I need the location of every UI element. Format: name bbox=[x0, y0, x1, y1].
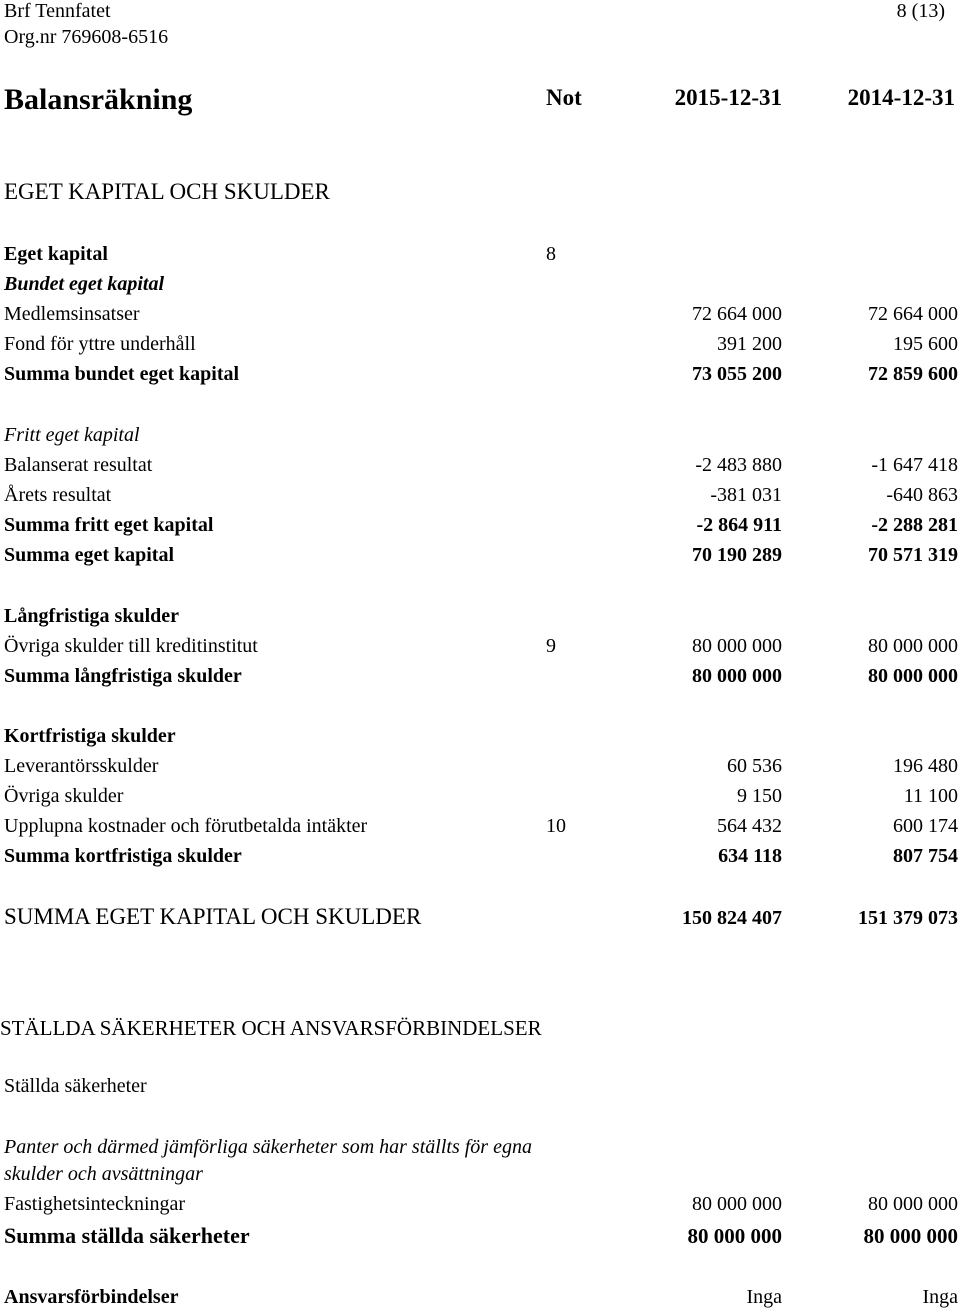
row-note: 8 bbox=[546, 243, 556, 265]
grand-total-label: SUMMA EGET KAPITAL OCH SKULDER bbox=[4, 904, 422, 929]
row-current-value: 9 150 bbox=[737, 785, 782, 807]
row-current-value: 634 118 bbox=[718, 845, 782, 867]
pledge-row-current: 80 000 000 bbox=[692, 1193, 782, 1215]
row-current-value: -381 031 bbox=[710, 484, 782, 506]
contingent-previous: Inga bbox=[922, 1286, 958, 1308]
grand-total-previous: 151 379 073 bbox=[858, 907, 958, 929]
row-previous-value: 807 754 bbox=[893, 845, 958, 867]
section-heading: EGET KAPITAL OCH SKULDER bbox=[4, 179, 330, 204]
row-label: Årets resultat bbox=[4, 484, 112, 506]
row-label: Fond för yttre underhåll bbox=[4, 333, 196, 355]
row-current-value: -2 864 911 bbox=[696, 514, 782, 536]
row-previous-value: -1 647 418 bbox=[871, 454, 958, 476]
pledge-sum-previous: 80 000 000 bbox=[863, 1224, 958, 1248]
row-label: Balanserat resultat bbox=[4, 454, 153, 476]
contingent-label: Ansvarsförbindelser bbox=[4, 1286, 179, 1308]
row-current-value: -2 483 880 bbox=[695, 454, 782, 476]
row-label: Kortfristiga skulder bbox=[4, 725, 176, 747]
contingent-current: Inga bbox=[746, 1286, 782, 1308]
pledge-sum-label: Summa ställda säkerheter bbox=[4, 1223, 250, 1248]
row-current-value: 73 055 200 bbox=[692, 363, 782, 385]
row-previous-value: 11 100 bbox=[903, 785, 958, 807]
pledge-row-previous: 80 000 000 bbox=[868, 1193, 958, 1215]
page-number: 8 (13) bbox=[896, 0, 945, 22]
row-label: Summa bundet eget kapital bbox=[4, 363, 240, 385]
row-previous-value: 196 480 bbox=[893, 755, 958, 777]
row-note: 9 bbox=[546, 635, 556, 657]
column-note: Not bbox=[546, 85, 582, 110]
pledges-subheading-line2: skulder och avsättningar bbox=[4, 1163, 203, 1185]
column-current-year: 2015-12-31 bbox=[674, 85, 782, 110]
row-label: Summa långfristiga skulder bbox=[4, 665, 242, 687]
row-current-value: 70 190 289 bbox=[692, 544, 782, 566]
row-label: Övriga skulder till kreditinstitut bbox=[4, 635, 258, 657]
pledges-section-heading: STÄLLDA SÄKERHETER OCH ANSVARSFÖRBINDELSER bbox=[0, 1016, 542, 1040]
row-label: Eget kapital bbox=[4, 243, 108, 265]
row-current-value: 391 200 bbox=[717, 333, 782, 355]
column-previous-year: 2014-12-31 bbox=[847, 85, 955, 110]
row-label: Summa eget kapital bbox=[4, 544, 174, 566]
row-previous-value: -2 288 281 bbox=[871, 514, 958, 536]
row-label: Övriga skulder bbox=[4, 785, 124, 807]
row-previous-value: -640 863 bbox=[886, 484, 958, 506]
row-current-value: 80 000 000 bbox=[692, 635, 782, 657]
row-previous-value: 80 000 000 bbox=[868, 665, 958, 687]
page-title: Balansräkning bbox=[4, 83, 193, 116]
row-label: Summa fritt eget kapital bbox=[4, 514, 214, 536]
row-label: Leverantörsskulder bbox=[4, 755, 159, 777]
row-label: Fritt eget kapital bbox=[4, 424, 140, 446]
row-label: Bundet eget kapital bbox=[4, 273, 164, 295]
row-current-value: 564 432 bbox=[717, 815, 782, 837]
org-name: Brf Tennfatet bbox=[4, 0, 111, 22]
row-note: 10 bbox=[546, 815, 566, 837]
row-previous-value: 600 174 bbox=[893, 815, 958, 837]
row-label: Långfristiga skulder bbox=[4, 605, 180, 627]
pledge-row-label: Fastighetsinteckningar bbox=[4, 1193, 186, 1215]
grand-total-current: 150 824 407 bbox=[682, 907, 782, 929]
row-previous-value: 72 859 600 bbox=[868, 363, 958, 385]
pledges-heading: Ställda säkerheter bbox=[4, 1075, 147, 1097]
row-previous-value: 70 571 319 bbox=[868, 544, 958, 566]
row-current-value: 80 000 000 bbox=[692, 665, 782, 687]
org-number: Org.nr 769608-6516 bbox=[4, 26, 169, 48]
row-previous-value: 72 664 000 bbox=[868, 303, 958, 325]
row-previous-value: 195 600 bbox=[893, 333, 958, 355]
row-current-value: 72 664 000 bbox=[692, 303, 782, 325]
pledge-sum-current: 80 000 000 bbox=[687, 1224, 782, 1248]
row-label: Summa kortfristiga skulder bbox=[4, 845, 242, 867]
row-previous-value: 80 000 000 bbox=[868, 635, 958, 657]
row-label: Medlemsinsatser bbox=[4, 303, 140, 325]
row-label: Upplupna kostnader och förutbetalda intäkter bbox=[4, 815, 368, 837]
pledges-subheading-line1: Panter och därmed jämförliga säkerheter som har ställts för egna bbox=[4, 1136, 532, 1158]
row-current-value: 60 536 bbox=[727, 755, 782, 777]
